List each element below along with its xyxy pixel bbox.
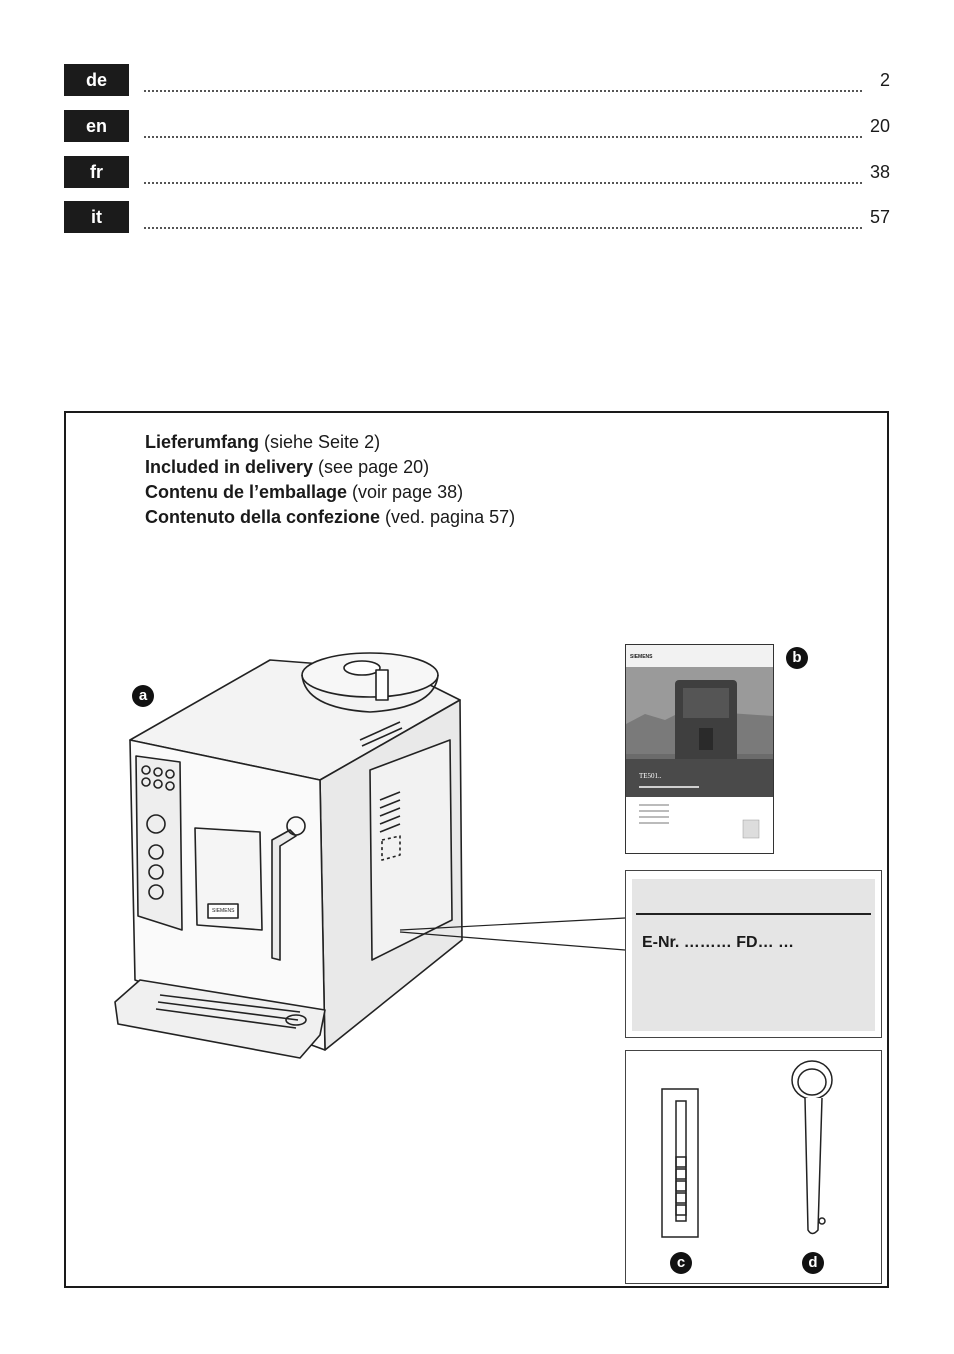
toc-row-it[interactable] (64, 201, 890, 233)
toc-page-de: 2 (879, 70, 890, 90)
coffee-machine-illustration (100, 640, 480, 1070)
lang-tab-de: de (64, 64, 129, 96)
toc-row-fr[interactable] (64, 156, 890, 188)
toc-row-de[interactable] (64, 64, 890, 96)
test-strip-icon (662, 1089, 698, 1237)
accessories-illustration (640, 1055, 870, 1240)
manual-brand-text: SIEMENS (630, 654, 653, 660)
dot-leader (144, 170, 862, 184)
machine-brand-text: SIEMENS (212, 908, 235, 914)
delivery-line-en: Included in delivery (see page 20) (145, 457, 430, 477)
dot-leader (144, 78, 862, 92)
lang-tab-en: en (64, 110, 129, 142)
rating-label-text: E-Nr. ……… FD… … (642, 934, 795, 951)
rating-label-panel (625, 870, 882, 1038)
badge-c: c (670, 1252, 692, 1274)
badge-b: b (786, 647, 808, 669)
rating-label-divider (636, 913, 871, 915)
toc-page-en: 20 (869, 116, 890, 136)
lang-tab-it: it (64, 201, 129, 233)
callout-lines (390, 910, 630, 960)
rating-label (632, 879, 875, 1031)
delivery-line-fr: Contenu de l’emballage (voir page 38) (145, 482, 464, 502)
toc-row-en[interactable] (64, 110, 890, 142)
dot-leader (144, 124, 862, 138)
delivery-heading (145, 430, 515, 530)
instruction-manual-illustration (625, 644, 774, 854)
toc-page-it: 57 (869, 207, 890, 227)
toc-page-fr: 38 (869, 162, 890, 182)
delivery-line-it: Contenuto della confezione (ved. pagina 57) (145, 507, 516, 527)
badge-d: d (802, 1252, 824, 1274)
delivery-line-de: Lieferumfang (siehe Seite 2) (145, 432, 381, 452)
dot-leader (144, 215, 862, 229)
manual-model-text: TE501.. (639, 772, 662, 780)
measuring-spoon-icon (792, 1061, 832, 1234)
lang-tab-fr: fr (64, 156, 129, 188)
badge-a: a (132, 685, 154, 707)
